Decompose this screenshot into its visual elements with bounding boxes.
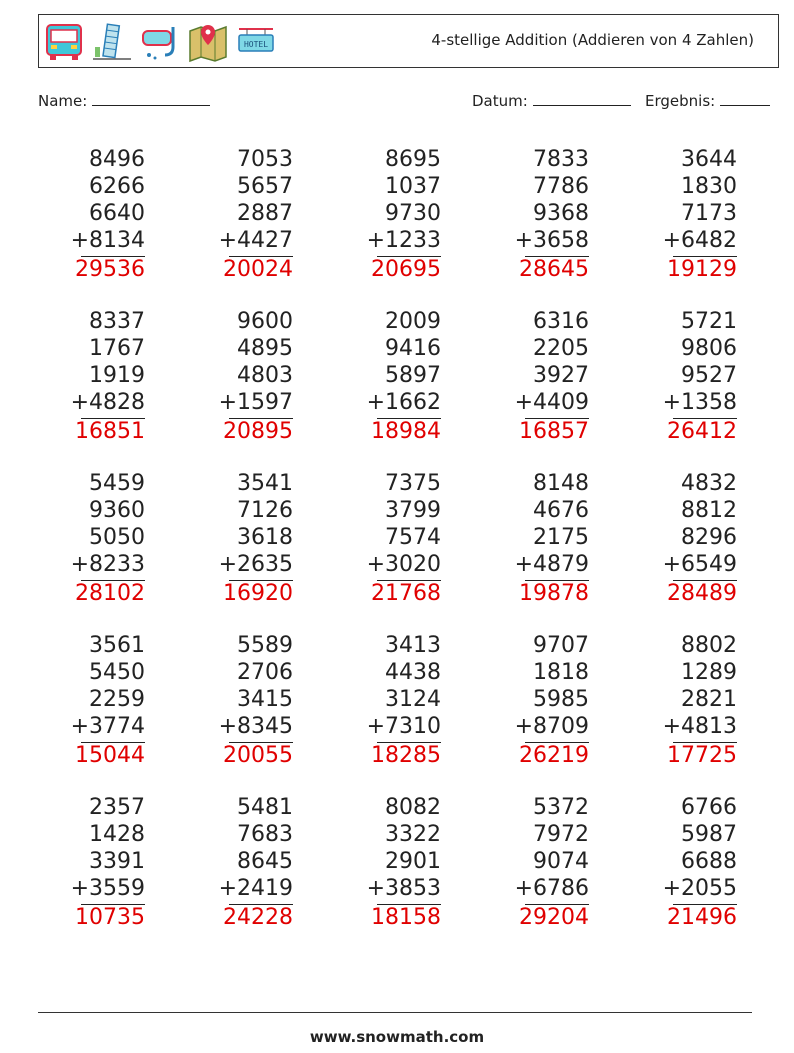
addend: 8802 (681, 633, 737, 658)
addition-problem (587, 470, 737, 610)
answer: 18984 (371, 419, 441, 444)
addend: 5987 (681, 822, 737, 847)
name-label: Name: (38, 92, 88, 110)
answer: 21768 (371, 581, 441, 606)
addend: 5721 (681, 309, 737, 334)
answer: 21496 (667, 905, 737, 930)
addend: 3799 (385, 498, 441, 523)
name-line[interactable] (92, 92, 210, 106)
name-field[interactable] (38, 92, 210, 110)
addend-with-plus: +4879 (514, 552, 589, 577)
addend-with-plus: +6549 (662, 552, 737, 577)
addition-problem (143, 308, 293, 448)
addend-with-plus: +3658 (514, 228, 589, 253)
score-line[interactable] (720, 92, 770, 106)
addend: 2821 (681, 687, 737, 712)
addend: 6266 (89, 174, 145, 199)
addend: 7375 (385, 471, 441, 496)
addend: 5459 (89, 471, 145, 496)
addend: 6766 (681, 795, 737, 820)
answer: 28102 (75, 581, 145, 606)
answer: 20055 (223, 743, 293, 768)
addend: 3124 (385, 687, 441, 712)
addend: 7574 (385, 525, 441, 550)
page-title: 4-stellige Addition (Addieren von 4 Zahlen) (431, 31, 754, 49)
addend: 6688 (681, 849, 737, 874)
addition-problem (0, 308, 145, 448)
addend-with-plus: +1597 (218, 390, 293, 415)
addend: 4676 (533, 498, 589, 523)
answer: 29536 (75, 257, 145, 282)
addend-with-plus: +4409 (514, 390, 589, 415)
addend: 2175 (533, 525, 589, 550)
addend: 6316 (533, 309, 589, 334)
addend: 7126 (237, 498, 293, 523)
addend: 2887 (237, 201, 293, 226)
addition-problem (587, 794, 737, 934)
addend: 2259 (89, 687, 145, 712)
addend-with-plus: +3559 (70, 876, 145, 901)
addend: 7972 (533, 822, 589, 847)
addend-with-plus: +2635 (218, 552, 293, 577)
date-line[interactable] (533, 92, 631, 106)
addend: 9806 (681, 336, 737, 361)
addition-problem (587, 632, 737, 772)
answer: 28645 (519, 257, 589, 282)
addend: 9416 (385, 336, 441, 361)
answer: 20895 (223, 419, 293, 444)
addend: 2009 (385, 309, 441, 334)
hotel-sign-text: HOTEL (243, 40, 269, 49)
addend: 8337 (89, 309, 145, 334)
answer: 19129 (667, 257, 737, 282)
addition-problem (587, 146, 737, 286)
addition-problem (439, 470, 589, 610)
addend: 5481 (237, 795, 293, 820)
footer-divider (38, 1012, 752, 1013)
map-pin-icon (187, 21, 229, 63)
addition-problem (143, 146, 293, 286)
addition-problem (0, 632, 145, 772)
addition-problem (143, 470, 293, 610)
header-icons (43, 20, 277, 64)
addition-problem (291, 794, 441, 934)
answer: 28489 (667, 581, 737, 606)
addition-problem (291, 308, 441, 448)
answer: 20695 (371, 257, 441, 282)
addend: 3927 (533, 363, 589, 388)
addition-problem (439, 632, 589, 772)
addend: 5589 (237, 633, 293, 658)
addend: 3413 (385, 633, 441, 658)
addition-problem (439, 308, 589, 448)
addition-problem (143, 632, 293, 772)
addend-with-plus: +8233 (70, 552, 145, 577)
addend: 3561 (89, 633, 145, 658)
addend: 2205 (533, 336, 589, 361)
addend-with-plus: +1662 (366, 390, 441, 415)
answer: 20024 (223, 257, 293, 282)
addend: 4438 (385, 660, 441, 685)
date-field[interactable] (472, 92, 631, 110)
addend: 9368 (533, 201, 589, 226)
addend: 5372 (533, 795, 589, 820)
score-label: Ergebnis: (645, 92, 716, 110)
addend: 3618 (237, 525, 293, 550)
addend: 1767 (89, 336, 145, 361)
addend: 8082 (385, 795, 441, 820)
addend-with-plus: +6786 (514, 876, 589, 901)
addend-with-plus: +2055 (662, 876, 737, 901)
addend-with-plus: +6482 (662, 228, 737, 253)
answer: 26219 (519, 743, 589, 768)
addend-with-plus: +8345 (218, 714, 293, 739)
addend: 9360 (89, 498, 145, 523)
addend: 2706 (237, 660, 293, 685)
addend-with-plus: +4828 (70, 390, 145, 415)
addend-with-plus: +3774 (70, 714, 145, 739)
addend: 9527 (681, 363, 737, 388)
addend-with-plus: +3853 (366, 876, 441, 901)
header-box (38, 14, 779, 68)
snorkel-mask-icon (139, 21, 181, 63)
addend: 8148 (533, 471, 589, 496)
bus-icon (43, 21, 85, 63)
addition-problem (143, 794, 293, 934)
addend: 9730 (385, 201, 441, 226)
addend: 1818 (533, 660, 589, 685)
addend: 5050 (89, 525, 145, 550)
addend: 1037 (385, 174, 441, 199)
addend: 4803 (237, 363, 293, 388)
score-field[interactable] (645, 92, 770, 110)
answer: 16857 (519, 419, 589, 444)
addend: 3541 (237, 471, 293, 496)
answer: 29204 (519, 905, 589, 930)
answer: 18285 (371, 743, 441, 768)
hotel-sign-icon (235, 21, 277, 63)
addition-problem (587, 308, 737, 448)
addend: 6640 (89, 201, 145, 226)
addition-problem (291, 470, 441, 610)
addend-with-plus: +1233 (366, 228, 441, 253)
addend: 2357 (89, 795, 145, 820)
addend: 3644 (681, 147, 737, 172)
addend-with-plus: +7310 (366, 714, 441, 739)
addend: 3391 (89, 849, 145, 874)
addend-with-plus: +1358 (662, 390, 737, 415)
addend: 8496 (89, 147, 145, 172)
addend: 3415 (237, 687, 293, 712)
answer: 18158 (371, 905, 441, 930)
addend: 5450 (89, 660, 145, 685)
addend: 8812 (681, 498, 737, 523)
leaning-tower-icon (91, 21, 133, 63)
addition-problem (291, 146, 441, 286)
addend-with-plus: +8134 (70, 228, 145, 253)
addition-problem (439, 794, 589, 934)
addition-problem (291, 632, 441, 772)
addition-problem (439, 146, 589, 286)
answer: 15044 (75, 743, 145, 768)
addend-with-plus: +2419 (218, 876, 293, 901)
addend: 2901 (385, 849, 441, 874)
date-label: Datum: (472, 92, 528, 110)
footer-url: www.snowmath.com (309, 1028, 485, 1046)
addend: 1289 (681, 660, 737, 685)
addend: 7786 (533, 174, 589, 199)
addition-problem (0, 146, 145, 286)
addend: 9074 (533, 849, 589, 874)
addend-with-plus: +3020 (366, 552, 441, 577)
answer: 16851 (75, 419, 145, 444)
addend: 7683 (237, 822, 293, 847)
addend: 5985 (533, 687, 589, 712)
addend: 4895 (237, 336, 293, 361)
answer: 26412 (667, 419, 737, 444)
addend: 5657 (237, 174, 293, 199)
addend: 7173 (681, 201, 737, 226)
addend: 1830 (681, 174, 737, 199)
addend: 1919 (89, 363, 145, 388)
addend: 5897 (385, 363, 441, 388)
addend: 8695 (385, 147, 441, 172)
answer: 19878 (519, 581, 589, 606)
addend: 8645 (237, 849, 293, 874)
answer: 17725 (667, 743, 737, 768)
answer: 24228 (223, 905, 293, 930)
addend: 3322 (385, 822, 441, 847)
addend: 1428 (89, 822, 145, 847)
addend: 7833 (533, 147, 589, 172)
answer: 10735 (75, 905, 145, 930)
addition-problem (0, 470, 145, 610)
addend-with-plus: +4813 (662, 714, 737, 739)
addend: 9707 (533, 633, 589, 658)
addend-with-plus: +4427 (218, 228, 293, 253)
addition-problem (0, 794, 145, 934)
addend: 9600 (237, 309, 293, 334)
addend: 8296 (681, 525, 737, 550)
addend: 7053 (237, 147, 293, 172)
addend: 4832 (681, 471, 737, 496)
addend-with-plus: +8709 (514, 714, 589, 739)
answer: 16920 (223, 581, 293, 606)
